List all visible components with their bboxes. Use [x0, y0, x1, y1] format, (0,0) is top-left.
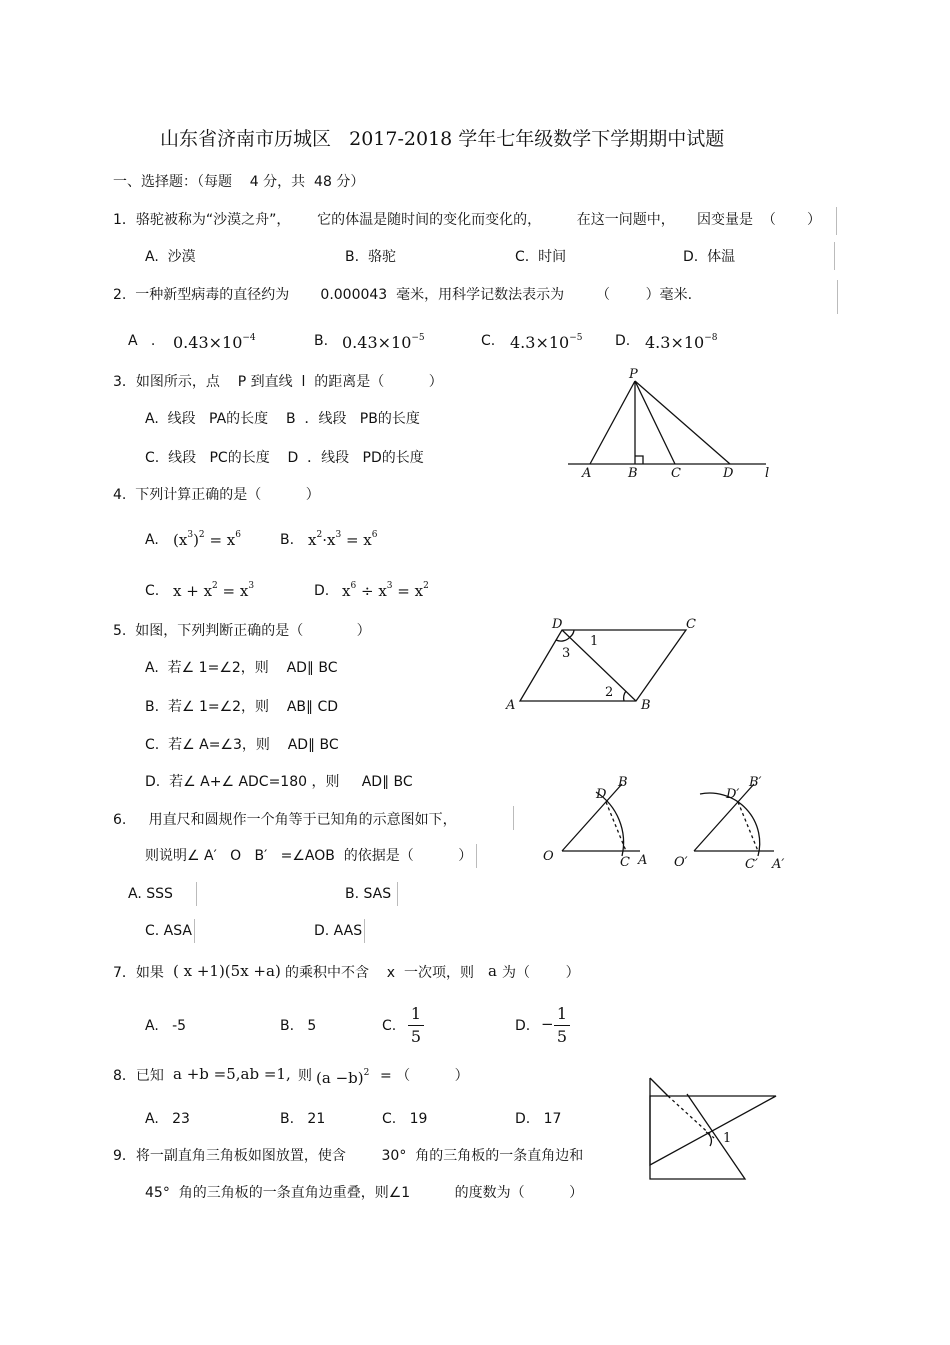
q4-option-c-label: C. [145, 583, 160, 599]
q9-stem-2: 45° 角的三角板的一条直角边重叠，则∠1 的度数为（ ） [145, 1185, 584, 1201]
label-angle-2: 2 [605, 685, 614, 700]
numerator: 1 [410, 1004, 422, 1023]
q8-option-c: C. 19 [382, 1111, 428, 1127]
q5-option-d: D. 若∠ A+∠ ADC=180 ，则 AD∥ BC [145, 774, 413, 790]
label-b: B [641, 698, 651, 713]
dashed-edge [668, 1096, 714, 1138]
section-heading: 一、选择题：（每题 4 分，共 48 分） [113, 174, 365, 190]
q7-option-b: B. 5 [280, 1018, 317, 1034]
q4-option-d-label: D. [314, 583, 330, 599]
parallelogram-abcd [520, 630, 686, 701]
label-o: O [543, 849, 554, 864]
label-a: A [582, 466, 592, 481]
triangle-30 [650, 1096, 776, 1165]
q6-figure-right [670, 770, 795, 870]
q7-stem-c: 为（ ） [502, 965, 580, 981]
label-c: C [686, 617, 696, 632]
denominator: 5 [556, 1027, 568, 1046]
compass-arc-prime [700, 793, 760, 856]
q2-option-b-label: B. [314, 333, 329, 349]
triangle-45-top [650, 1078, 668, 1096]
fraction-bar [408, 1025, 424, 1026]
scan-line-mark [397, 882, 398, 906]
q5-option-c: C. 若∠ A=∠3，则 AD∥ BC [145, 737, 339, 753]
ray-ob [562, 784, 622, 851]
q6-figure-left [540, 770, 650, 870]
q1-stem: 1．骆驼被称为“沙漠之舟”， 它的体温是随时间的变化而变化的， 在这一问题中， 因变量是 （ ） [113, 212, 822, 228]
scan-line-mark [837, 280, 838, 314]
q3-options-ab: A. 线段 PA的长度 B ．线段 PB的长度 [145, 411, 420, 427]
q6-option-d: D. AAS [314, 923, 363, 939]
q2-option-d-value: $4.3\times 10^{-8}$ [645, 333, 718, 352]
q1-option-a: A. 沙漠 [145, 249, 196, 265]
q4-option-b-label: B. [280, 532, 295, 548]
label-a: A [638, 853, 648, 868]
right-angle-mark [635, 456, 643, 464]
segment-pd [635, 381, 730, 464]
q2-option-a-label: A . [128, 333, 156, 349]
label-a-prime: A′ [772, 857, 785, 872]
q8-option-a: A. 23 [145, 1111, 190, 1127]
q7-stem-a: 7．如果 [113, 965, 164, 981]
label-angle-1: 1 [590, 634, 599, 649]
denominator: 5 [410, 1027, 422, 1046]
label-b: B [628, 466, 638, 481]
q8-option-b: B. 21 [280, 1111, 326, 1127]
q4-option-c-expr: $x + x^2 = x^3$ [173, 581, 255, 600]
q6-stem: 6. 用直尺和圆规作一个角等于已知角的示意图如下， [113, 812, 457, 828]
q2-option-a-value: $0.43\times 10^{-4}$ [173, 333, 256, 352]
label-a: A [506, 698, 516, 713]
q1-option-b: B. 骆驼 [345, 249, 396, 265]
label-d: D [552, 617, 563, 632]
label-b-prime: B′ [749, 775, 762, 790]
q8-expression-2: $(a -b)^2$ [316, 1068, 370, 1087]
q4-option-a-expr: $(x^3)^2 = x^6$ [173, 530, 241, 549]
q6-option-a: A. SSS [128, 886, 173, 902]
q3-options-cd: C. 线段 PC的长度 D ．线段 PD的长度 [145, 450, 424, 466]
scan-line-mark [194, 919, 195, 943]
scan-line-mark [196, 882, 197, 906]
scan-line-mark [836, 207, 837, 235]
q7-variable: a [488, 962, 497, 980]
q7-stem-b: 的乘积中不含 x 一次项，则 [285, 965, 474, 981]
q2-stem-tail: （ ）毫米. [596, 287, 693, 303]
q7-option-d-label: D. [515, 1018, 531, 1034]
q8-expression: a +b =5,ab =1, [173, 1065, 291, 1083]
label-c: C [620, 855, 630, 870]
q8-stem-c: = （ ） [380, 1068, 469, 1084]
diagonal-db [562, 630, 636, 701]
fraction-bar [554, 1025, 570, 1026]
q6-stem-2: 则说明∠ A′ O B′ =∠AOB 的依据是（ ） [145, 848, 473, 864]
q7-option-c-label: C. [382, 1018, 397, 1034]
page-title: 山东省济南市历城区 2017-2018 学年七年级数学下学期期中试题 [160, 128, 725, 150]
q4-stem: 4. 下列计算正确的是（ ） [113, 487, 320, 503]
q9-figure [640, 1070, 785, 1185]
label-angle-1: 1 [723, 1131, 732, 1146]
label-l: l [765, 466, 770, 481]
label-c-prime: C′ [745, 857, 758, 872]
label-d-prime: D′ [726, 787, 740, 802]
q5-option-b: B. 若∠ 1=∠2，则 AB∥ CD [145, 699, 339, 715]
q3-figure [560, 365, 780, 485]
q8-option-d: D. 17 [515, 1111, 562, 1127]
label-d: D [596, 787, 607, 802]
q3-stem: 3．如图所示，点 P 到直线 l 的距离是（ ） [113, 374, 443, 390]
angle-1-arc [570, 630, 574, 637]
scan-line-mark [364, 919, 365, 943]
q6-option-c: C. ASA [145, 923, 192, 939]
q6-option-b: B. SAS [345, 886, 392, 902]
q9-stem: 9．将一副直角三角板如图放置，使含 30° 角的三角板的一条直角边和 [113, 1148, 584, 1164]
label-p: P [629, 367, 638, 382]
label-b: B [618, 775, 628, 790]
q2-option-c-value: $4.3\times 10^{-5}$ [510, 333, 583, 352]
q7-option-a: A. -5 [145, 1018, 187, 1034]
q1-option-d: D. 体温 [683, 249, 736, 265]
label-o-prime: O′ [674, 855, 688, 870]
label-angle-3: 3 [562, 646, 571, 661]
q7-option-c-fraction [408, 1006, 424, 1045]
q2-option-c-label: C. [481, 333, 496, 349]
scan-line-mark [834, 242, 835, 270]
q5-option-a: A. 若∠ 1=∠2，则 AD∥ BC [145, 660, 338, 676]
q8-stem-b: 则 [298, 1068, 312, 1084]
q2-stem: 2. 一种新型病毒的直径约为 0.000043 毫米，用科学记数法表示为 [113, 287, 565, 303]
q4-option-d-expr: $x^6 \div x^3 = x^2$ [342, 581, 429, 600]
segment-dc-prime [738, 802, 758, 851]
numerator: 1 [556, 1004, 568, 1023]
q8-stem-a: 8．已知 [113, 1068, 164, 1084]
scan-line-mark [513, 806, 514, 830]
angle-2-arc [624, 691, 626, 701]
q7-expression: ( x +1)(5x +a) [173, 962, 281, 980]
q2-option-b-value: $0.43\times 10^{-5}$ [342, 333, 425, 352]
segment-pa [590, 381, 635, 464]
label-c: C [671, 466, 681, 481]
scan-line-mark [476, 844, 477, 868]
q4-option-a-label: A. [145, 532, 159, 548]
q4-option-b-expr: $x^2\cdot x^3 = x^6$ [308, 530, 378, 549]
q5-stem: 5. 如图，下列判断正确的是（ ） [113, 623, 371, 639]
q7-option-d-sign: − [541, 1015, 554, 1033]
q5-figure [500, 610, 710, 715]
segment-pc [635, 381, 675, 464]
label-d: D [723, 466, 734, 481]
q2-option-d-label: D. [615, 333, 631, 349]
q7-option-d-fraction [554, 1006, 570, 1045]
q1-option-c: C. 时间 [515, 249, 567, 265]
